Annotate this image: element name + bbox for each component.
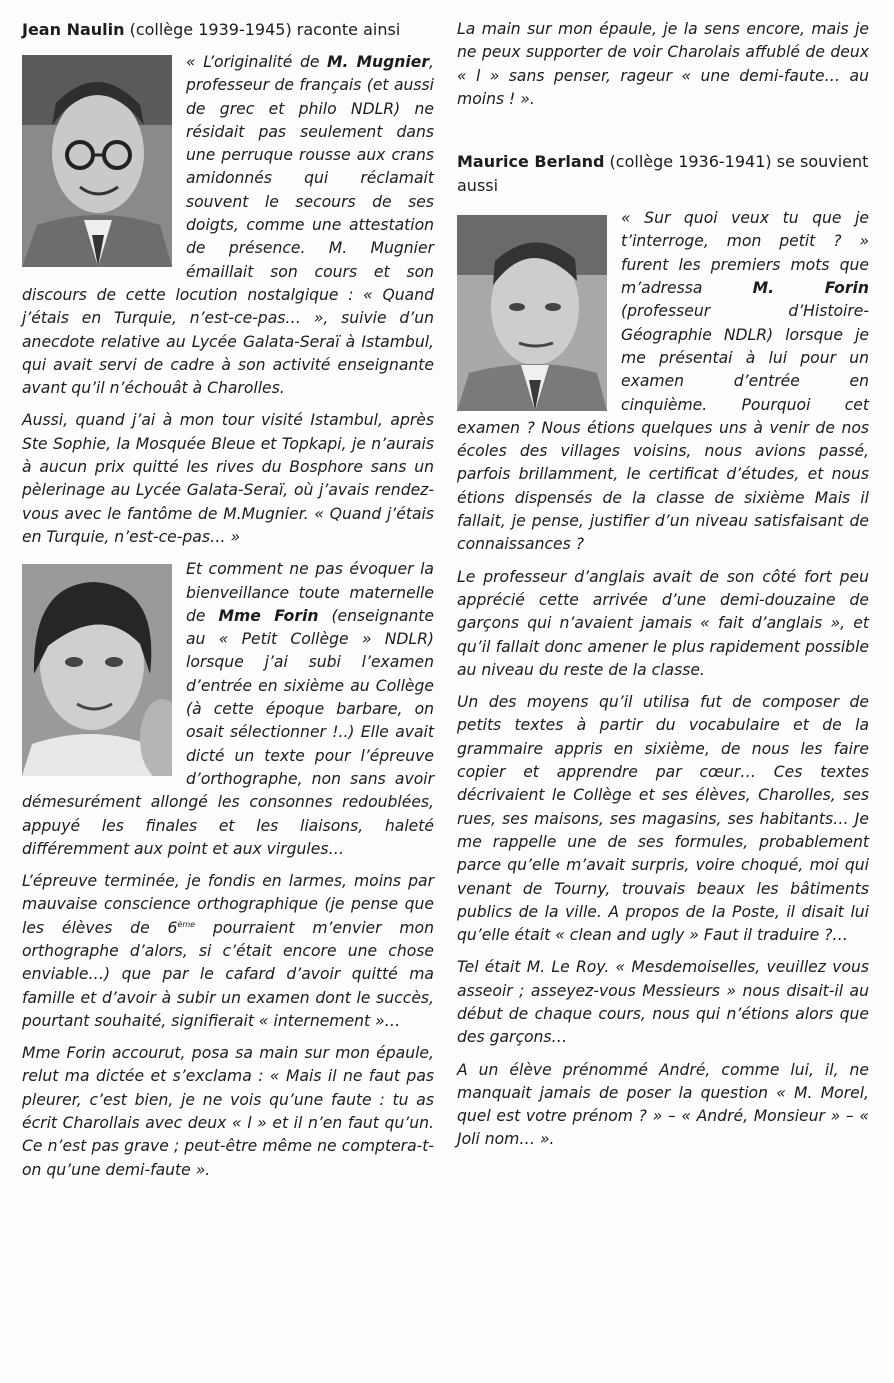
paragraph-mme-forin: Et comment ne pas évoquer la bienveillance toute maternelle de Mme Forin (enseignante au « Petit Collège » NDLR) lorsque j’ai subi l’examen d’entrée en sixième au Collège (à cette époque barbare, on osait sélectionner !..) Elle avait dicté un texte pour l’épreuve d’orthographe, non sans avoir démesurément allongé les consonnes redoublées, appuyé les finales et les liaisons, haleté différemment aux point et aux virgules… <box>22 560 435 858</box>
section-spacer <box>457 120 869 150</box>
paragraph-epreuve: L’épreuve terminée, je fondis en larmes, moins par mauvaise conscience orthographique (je pense que les élèves de 6ème pourraient m’envier mon orthographe d’alors, si c’était encore une chose enviable…) que par le cafard d’avoir quitté ma famille et d’avoir à subir un examen dont le succès, pourtant souhaité, signifierait « internement »… <box>22 872 434 1030</box>
paragraph-andre: A un élève prénommé André, comme lui, il, ne manquait jamais de poser la question « M. Morel, quel est votre prénom ? » – « André, Monsieur » – « Joli nom… ». <box>457 1060 869 1149</box>
paragraph-anglais: Le professeur d’anglais avait de son côté fort peu apprécié cette arrivée d’une demi-douzaine de garçons qui n’avaient jamais « fait d’anglais », et qu’il fallait donc amener le plus rapidement possible au niveau du reste de la classe. <box>457 567 869 679</box>
paragraph-demi-faute: La main sur mon épaule, je la sens encore, mais je ne peux supporter de voir Charolais affublé de deux « l » sans penser, rageur « une demi-faute… au moins ! ». <box>457 20 869 108</box>
section-heading-naulin: Jean Naulin (collège 1939-1945) raconte ainsi <box>22 20 401 39</box>
portrait-photo-mugnier <box>22 55 172 267</box>
left-column <box>22 18 434 1191</box>
portrait-photo-mme-forin <box>22 564 172 776</box>
paragraph-istambul: Aussi, quand j’ai à mon tour visité Istambul, après Ste Sophie, la Mosquée Bleue et Topkapi, je n’aurais à aucun prix quitté les rives du Bosphore sans un pèlerinage au Lycée Galata-Seraï, où j’avais rendez-vous avec le fantôme de M.Mugnier. « Quand j’étais en Turquie, n’est-ce-pas… » <box>22 411 434 546</box>
paragraph-mugnier: « L’originalité de M. Mugnier, professeur de français (et aussi de grec et philo NDLR) ne résidait pas seulement dans une perruque rousse aux crans amidonnés qui réclamait souvent le secours de ses doigts, comme une attestation de présence. M. Mugnier émaillait son cours et son discours de cette locution nostalgique : « Quand j’étais en Turquie, n’est-ce-pas… », suivie d’un anecdote relative au Lycée Galata-Seraï à Istambul, qui avait servi de cadre à son activité enseignante avant qu’il n’échouât à Charolles. <box>22 53 434 398</box>
section-heading-berland: Maurice Berland (collège 1936-1941) se souvient aussi <box>457 152 869 196</box>
paragraph-dictee: Mme Forin accourut, posa sa main sur mon épaule, relut ma dictée et s’exclama : « Mais il ne faut pas pleurer, c’est bien, je ne vois qu’une faute : tu as écrit Charollais avec deux « l » et il n’en faut qu’un. Ce n’est pas grave ; peut-être même ne comptera-t-on qu’une demi-faute ». <box>22 1044 434 1179</box>
portrait-photo-m-forin <box>457 215 607 411</box>
paragraph-le-roy: Tel était M. Le Roy. « Mesdemoiselles, veuillez vous asseoir ; asseyez-vous Messieurs » nous disait-il au début de chaque cours, nous qui n’étions alors que des garçons… <box>457 958 869 1047</box>
paragraph-m-forin: « Sur quoi veux tu que je t’interroge, mon petit ? » furent les premiers mots que m’adressa M. Forin (professeur d’Histoire-Géographie NDLR) lorsque je me présentai à lui pour un examen d’entrée en cinquième. Pourquoi cet examen ? Nous étions quelques uns à venir de nos écoles des villages voisins, nous avions passé, parfois brillamment, le certificat d’études, et nous étions dispensés de la classe de sixième Mais il fallait, je pense, justifier d’un niveau satisfaisant de connaissances ? <box>457 209 869 554</box>
right-column <box>457 18 869 1161</box>
paragraph-petits-textes: Un des moyens qu’il utilisa fut de composer de petits textes à partir du vocabulaire et de la grammaire appris en sixième, de nous les faire copier et apprendre par cœur… Ces textes décrivaient le Collège et ses élèves, Charolles, ses rues, ses maisons, ses magasins, ses habitants… Je me rappelle une de ses formules, probablement parce qu’elle m’avait surpris, voire choqué, moi qui venant de Tourny, trouvais beaux les bâtiments publics de la ville. A propos de la Poste, il disait lui qu’elle était « clean and ugly » Faut il traduire ?… <box>457 693 869 945</box>
